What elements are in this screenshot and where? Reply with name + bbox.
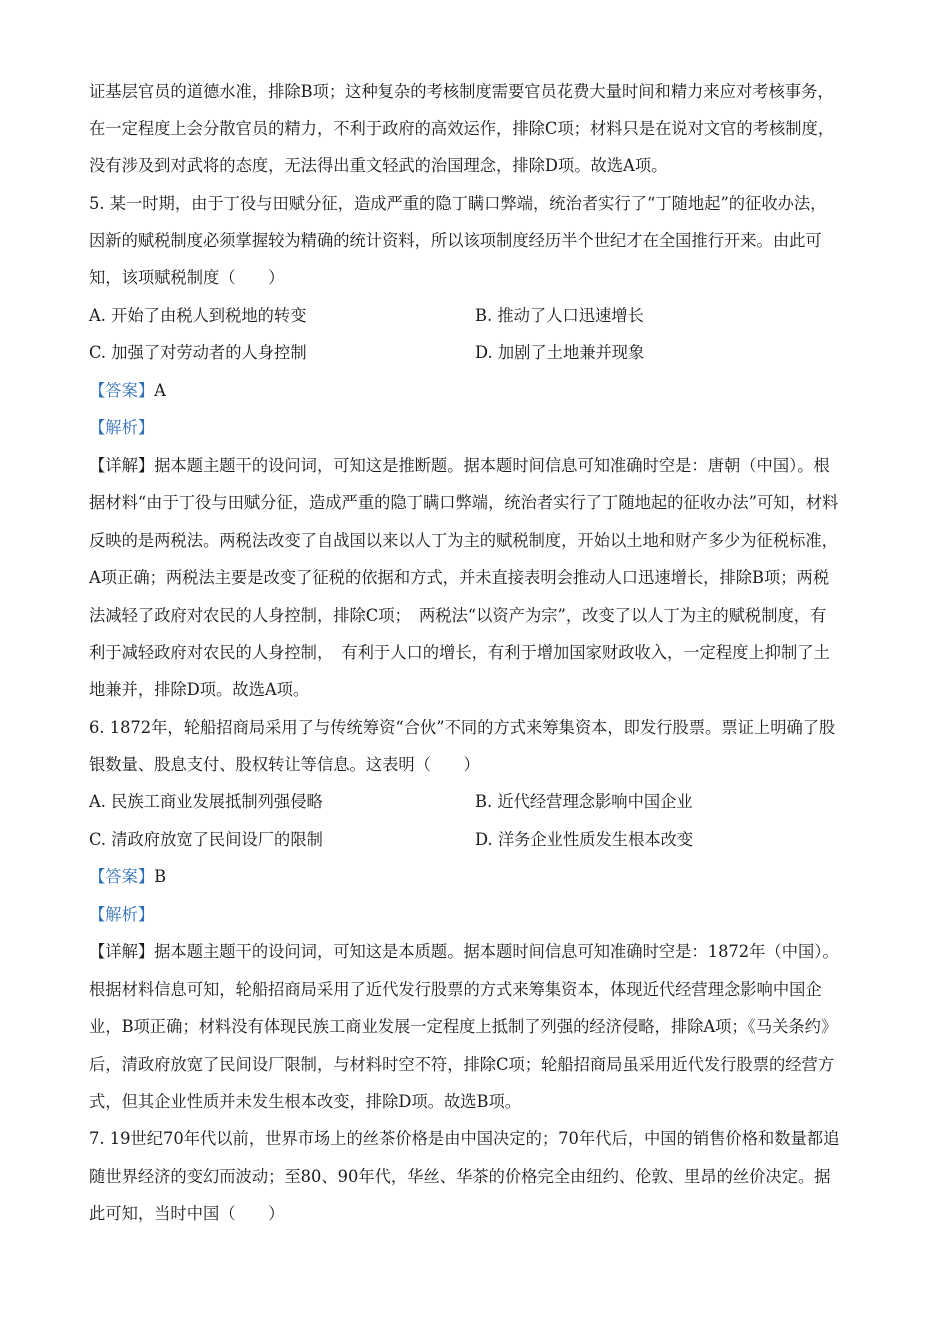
detail-tag: 【详解】 (89, 942, 155, 961)
detail-tag: 【详解】 (89, 456, 155, 475)
q6-stem-line: 银数量、股息支付、股权转让等信息。这表明（ ） (89, 755, 480, 774)
q5-option-a: A. 开始了由税人到税地的转变 (89, 306, 307, 325)
detail-text: 据本题主题干的设问词，可知这是本质题。据本题时间信息可知准确时空是：1872年（中国）。 (154, 942, 839, 961)
q6-detail-line: 后，清政府放宽了民间设厂限制，与材料时空不符，排除C项；轮船招商局虽采用近代发行股票的经营方 (89, 1055, 835, 1074)
q5-detail-line: A项正确；两税法主要是改变了征税的依据和方式，并未直接表明会推动人口迅速增长，排除B项；两税 (89, 568, 830, 587)
q6-options-row-1 (89, 790, 861, 814)
q6-stem-line: 6. 1872年，轮船招商局采用了与传统筹资“合伙”不同的方式来筹集资本，即发行股票。票证上明确了股 (89, 718, 836, 737)
answer-tag: 【答案】 (89, 381, 155, 400)
q6-option-c: C. 清政府放宽了民间设厂的限制 (89, 830, 323, 849)
q5-stem-line: 因新的赋税制度必须掌握较为精确的统计资料，所以该项制度经历半个世纪才在全国推行开来。由此可 (89, 231, 822, 250)
q5-options-row-1 (89, 304, 861, 328)
explanation-line: 证基层官员的道德水准，排除B项；这种复杂的考核制度需要官员花费大量时间和精力来应对考核事务， (89, 82, 834, 101)
q7-stem-line: 7. 19世纪70年代以前，世界市场上的丝茶价格是由中国决定的；70年代后，中国的销售价格和数量都追 (89, 1129, 840, 1148)
q6-detail-line: 业，B项正确；材料没有体现民族工商业发展一定程度上抵制了列强的经济侵略，排除A项；《马关条约》 (89, 1017, 838, 1036)
detail-text: 据本题主题干的设问词，可知这是推断题。据本题时间信息可知准确时空是：唐朝（中国）。根 (154, 456, 830, 475)
q6-option-a: A. 民族工商业发展抵制列强侵略 (89, 792, 323, 811)
q5-detail-line: 地兼并，排除D项。故选A项。 (89, 680, 310, 699)
explanation-line: 在一定程度上会分散官员的精力，不利于政府的高效运作，排除C项；材料只是在说对文官的考核制度， (89, 119, 835, 138)
answer-tag: 【答案】 (89, 867, 155, 886)
q5-analysis-tag: 【解析】 (89, 418, 155, 437)
q5-detail-line: 法减轻了政府对农民的人身控制，排除C项； 两税法“以资产为宗”，改变了以人丁为主的赋税制度，有 (89, 606, 827, 625)
q5-stem-line: 知，该项赋税制度（ ） (89, 268, 285, 287)
q6-detail-line: 式，但其企业性质并未发生根本改变，排除D项。故选B项。 (89, 1092, 522, 1111)
q5-stem-line: 5. 某一时期，由于丁役与田赋分征，造成严重的隐丁瞒口弊端，统治者实行了“丁随地起”的征收办法， (89, 194, 827, 213)
q7-stem-line: 此可知，当时中国（ ） (89, 1204, 285, 1223)
explanation-line: 没有涉及到对武将的态度，无法得出重文轻武的治国理念，排除D项。故选A项。 (89, 156, 668, 175)
q5-detail-line: 利于减轻政府对农民的人身控制， 有利于人口的增长，有利于增加国家财政收入，一定程度上抑制了土 (89, 643, 830, 662)
q6-analysis-tag: 【解析】 (89, 905, 155, 924)
answer-value: B (154, 867, 167, 886)
q5-options-row-2 (89, 341, 861, 365)
q5-option-b: B. 推动了人口迅速增长 (475, 306, 644, 325)
q7-stem-line: 随世界经济的变幻而波动；至80、90年代，华丝、华茶的价格完全由纽约、伦敦、里昂的丝价决定。据 (89, 1167, 831, 1186)
q6-detail-line: 根据材料信息可知，轮船招商局采用了近代发行股票的方式来筹集资本，体现近代经营理念影响中国企 (89, 980, 822, 999)
q5-option-c: C. 加强了对劳动者的人身控制 (89, 343, 307, 362)
q6-option-b: B. 近代经营理念影响中国企业 (475, 792, 693, 811)
q6-options-row-2 (89, 828, 861, 852)
q5-detail-line (89, 454, 830, 478)
q5-answer (89, 379, 166, 403)
q6-answer (89, 865, 166, 889)
q5-detail-line: 反映的是两税法。两税法改变了自战国以来以人丁为主的赋税制度，开始以土地和财产多少为征税标准， (89, 531, 838, 550)
q6-detail-line (89, 940, 839, 964)
q6-option-d: D. 洋务企业性质发生根本改变 (475, 830, 694, 849)
q5-option-d: D. 加剧了土地兼并现象 (475, 343, 645, 362)
answer-value: A (154, 381, 166, 400)
q5-detail-line: 据材料“由于丁役与田赋分征，造成严重的隐丁瞒口弊端，统治者实行了丁随地起的征收办法”可知，材料 (89, 493, 839, 512)
